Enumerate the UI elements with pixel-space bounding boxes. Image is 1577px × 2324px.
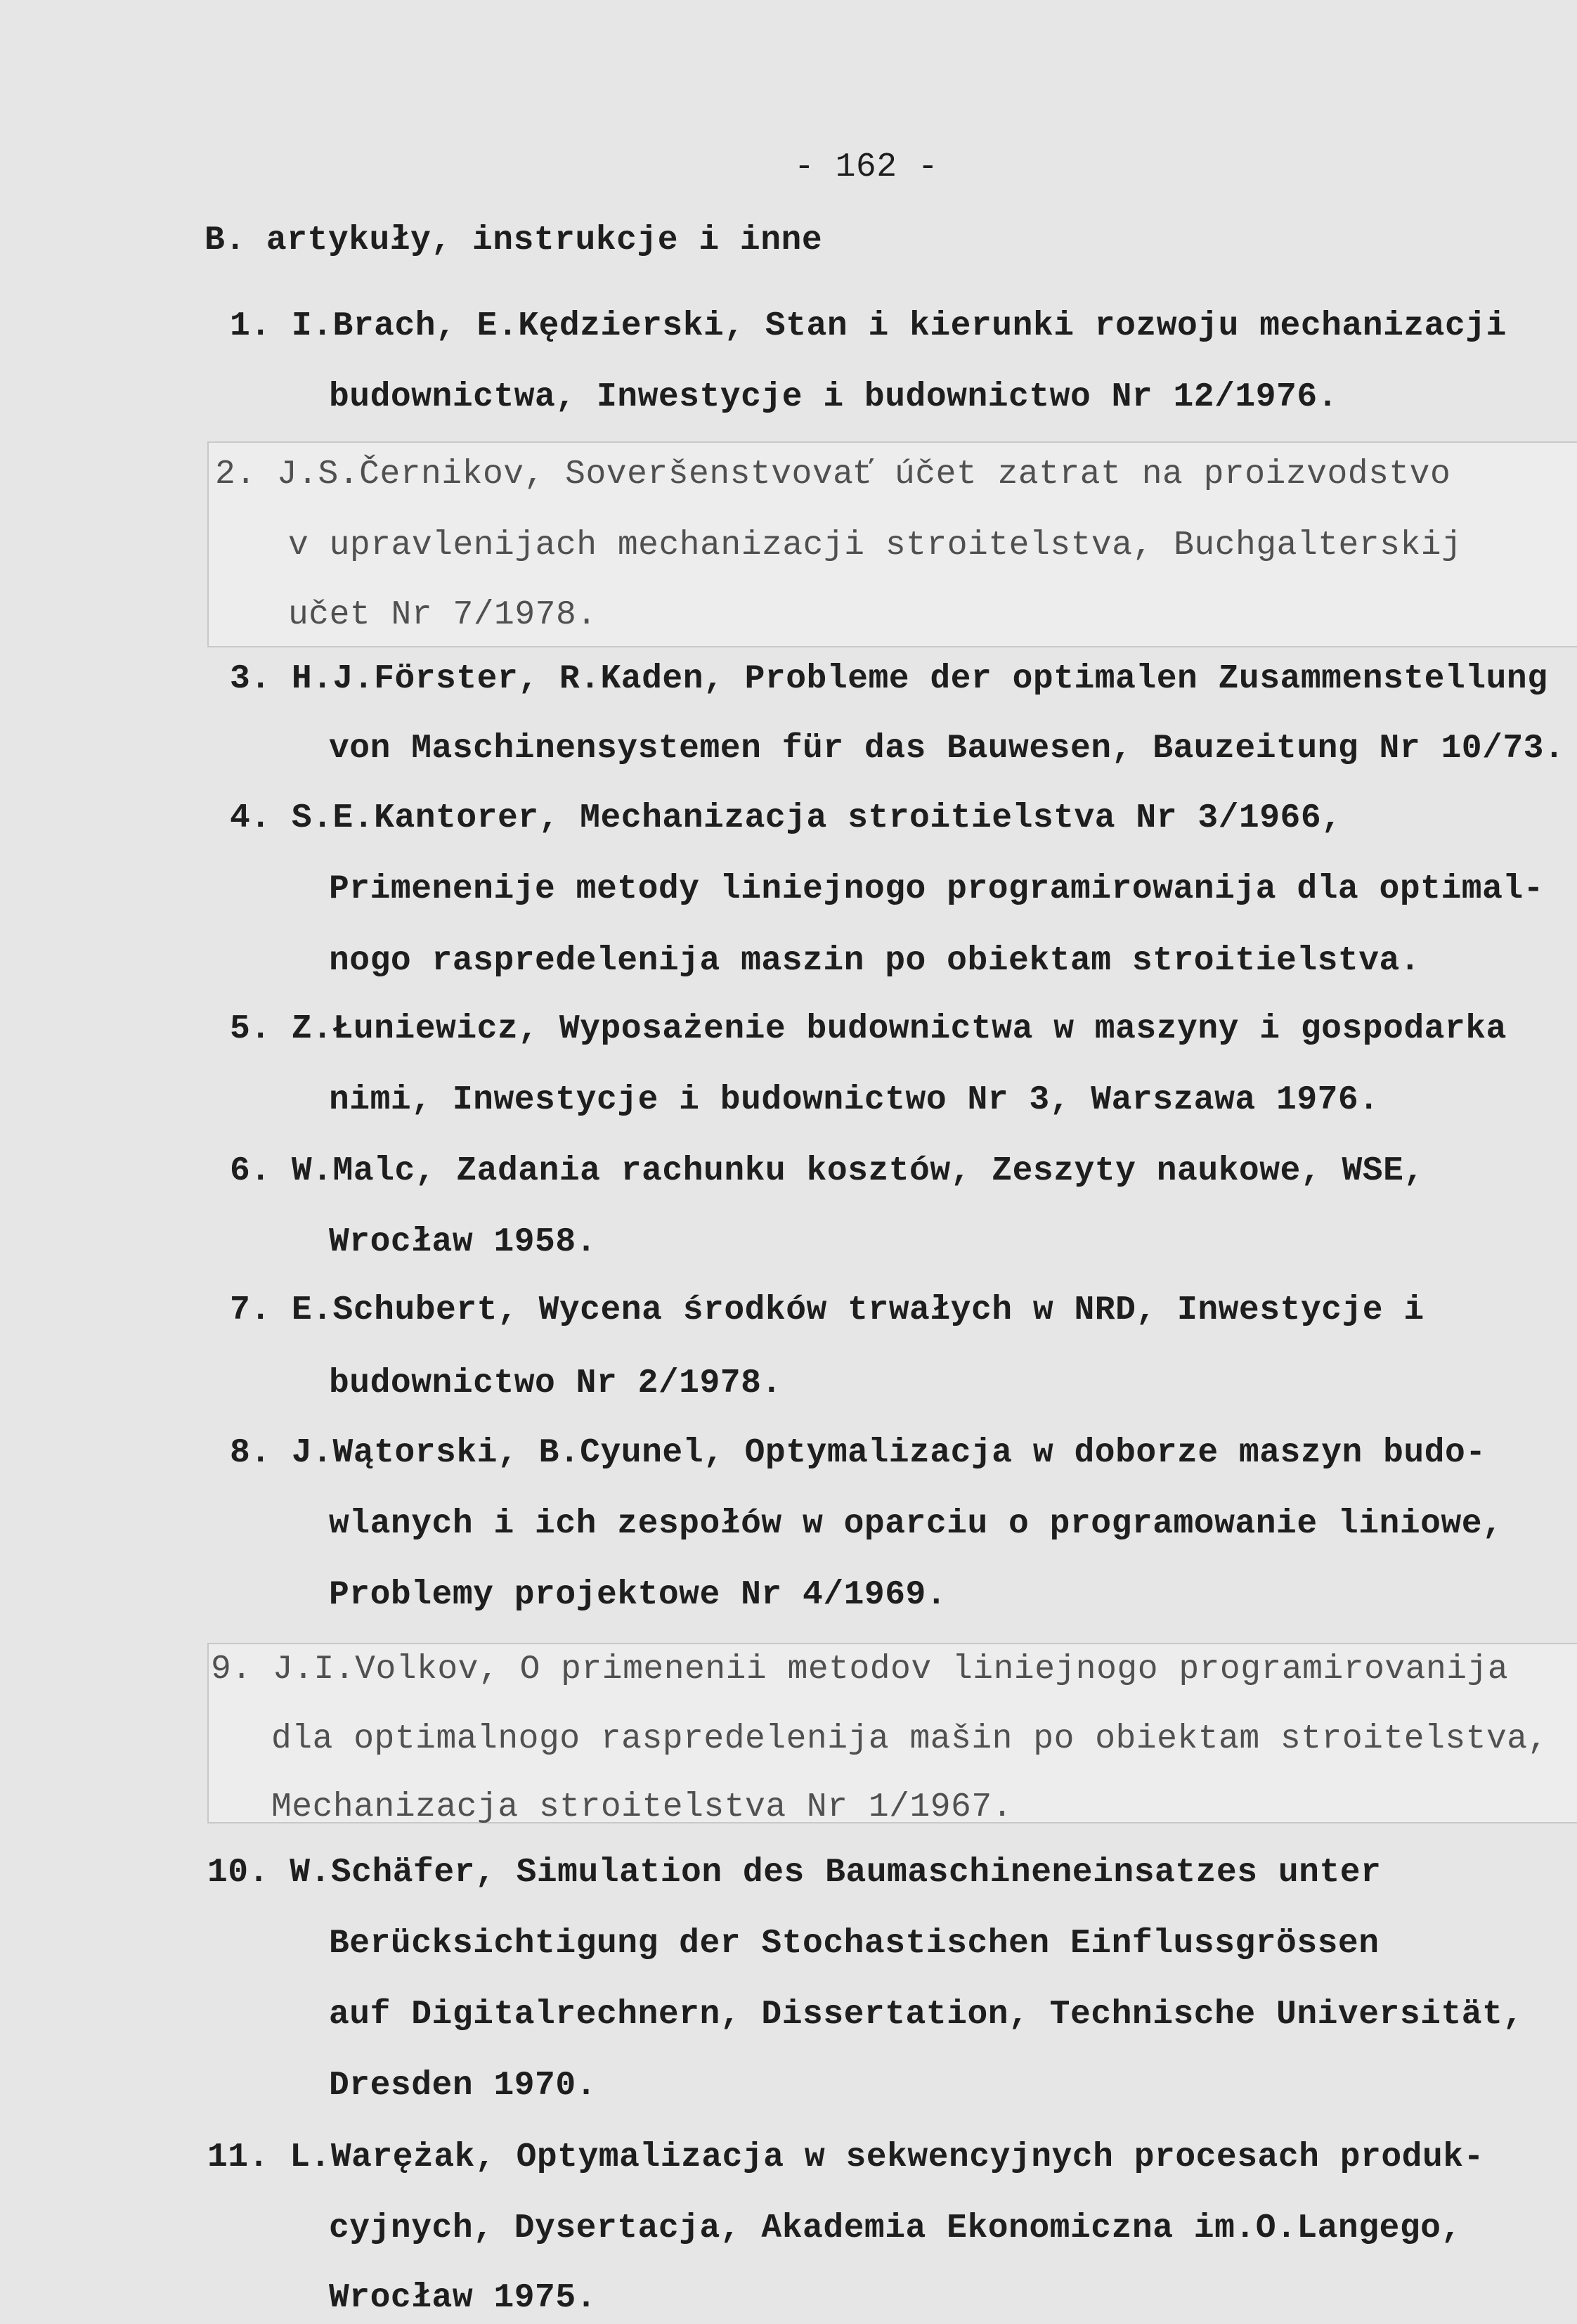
reference-line: auf Digitalrechnern, Dissertation, Technische Universität, [329,1996,1524,2034]
reference-line: 7. E.Schubert, Wycena środków trwałych w NRD, Inwestycje i [230,1291,1425,1329]
reference-line: budownictwo Nr 2/1978. [329,1364,782,1402]
reference-line: učet Nr 7/1978. [288,596,597,634]
reference-line: v upravlenijach mechanizacji stroitelstva, Buchgalterskij [288,527,1462,564]
reference-line: 10. W.Schäfer, Simulation des Baumaschineneinsatzes unter [207,1854,1382,1892]
reference-line: Primenenije metody liniejnogo programirowanija dla optimal- [329,870,1544,908]
reference-line: 1. I.Brach, E.Kędzierski, Stan i kierunki rozwoju mechanizacji [230,307,1507,345]
reference-line: budownictwa, Inwestycje i budownictwo Nr 12/1976. [329,378,1338,416]
reference-line: 4. S.E.Kantorer, Mechanizacja stroitielstva Nr 3/1966, [230,799,1342,837]
reference-line: von Maschinensystemen für das Bauwesen, Bauzeitung Nr 10/73. [329,730,1565,768]
reference-line: cyjnych, Dysertacja, Akademia Ekonomiczna im.O.Langego, [329,2209,1462,2247]
reference-line: 2. J.S.Černikov, Soveršenstvovať účet zatrat na proizvodstvo [215,456,1451,493]
reference-line: 5. Z.Łuniewicz, Wyposażenie budownictwa w maszyny i gospodarka [230,1010,1507,1048]
reference-line: wlanych i ich zespołów w oparciu o programowanie liniowe, [329,1505,1503,1543]
reference-line: 9. J.I.Volkov, O primenenii metodov liniejnogo programirovanija [211,1651,1509,1689]
reference-line: 8. J.Wątorski, B.Cyunel, Optymalizacja w doborze maszyn budo- [230,1434,1486,1472]
reference-line: 11. L.Warężak, Optymalizacja w sekwencyjnych procesach produk- [207,2138,1484,2176]
reference-line: dla optimalnogo raspredelenija mašin po obiektam stroitelstva, [271,1720,1548,1758]
reference-line: nimi, Inwestycje i budownictwo Nr 3, Warszawa 1976. [329,1081,1380,1119]
reference-line: Berücksichtigung der Stochastischen Einflussgrössen [329,1925,1380,1963]
reference-line: Problemy projektowe Nr 4/1969. [329,1576,947,1614]
reference-line: nogo raspredelenija maszin po obiektam stroitielstva. [329,942,1421,980]
reference-line: 6. W.Malc, Zadania rachunku kosztów, Zeszyty naukowe, WSE, [230,1152,1425,1190]
reference-line: 3. H.J.Förster, R.Kaden, Probleme der optimalen Zusammenstellung [230,660,1548,698]
page-number: - 162 - [794,148,939,186]
section-heading: B. artykuły, instrukcje i inne [205,221,823,259]
reference-line: Wrocław 1975. [329,2279,597,2317]
reference-line: Dresden 1970. [329,2067,597,2105]
reference-line: Mechanizacja stroitelstva Nr 1/1967. [271,1788,1013,1826]
reference-line: Wrocław 1958. [329,1223,597,1261]
